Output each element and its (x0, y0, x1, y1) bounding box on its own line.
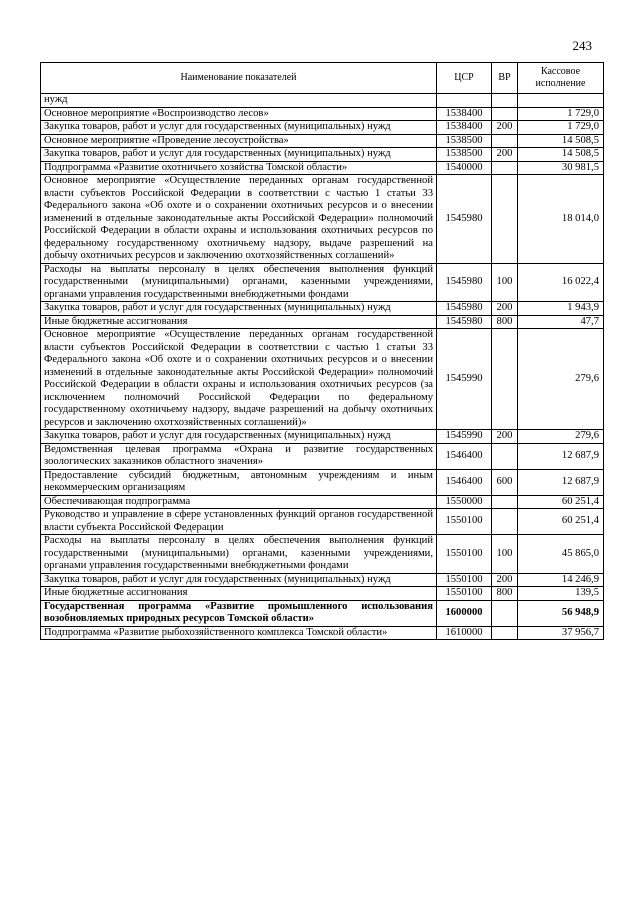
cell-csr: 1538500 (437, 148, 492, 162)
cell-csr: 1545990 (437, 430, 492, 444)
header-vr: ВР (492, 63, 518, 94)
cell-vr (492, 175, 518, 264)
header-sum: Кассовое исполнение (518, 63, 604, 94)
table-row (41, 329, 604, 430)
table-row (41, 469, 604, 495)
table-body (41, 94, 604, 640)
cell-vr: 600 (492, 469, 518, 495)
cell-sum: 1 943,9 (518, 302, 604, 316)
cell-sum: 45 865,0 (518, 535, 604, 574)
cell-sum: 14 246,9 (518, 573, 604, 587)
cell-name: Закупка товаров, работ и услуг для государственных (муниципальных) нужд (41, 430, 437, 444)
cell-name: Руководство и управление в сфере установленных функций органов государственной власти субъекта Российской Федерации (41, 509, 437, 535)
cell-sum: 47,7 (518, 315, 604, 329)
cell-csr (437, 94, 492, 108)
cell-csr: 1545990 (437, 329, 492, 430)
cell-name: Ведомственная целевая программа «Охрана и развитие государственных зоологических заказников областного значения» (41, 443, 437, 469)
cell-vr: 200 (492, 302, 518, 316)
cell-vr (492, 107, 518, 121)
cell-vr (492, 161, 518, 175)
cell-csr: 1550000 (437, 495, 492, 509)
cell-sum: 1 729,0 (518, 107, 604, 121)
table-row (41, 430, 604, 444)
cell-sum: 12 687,9 (518, 443, 604, 469)
table-row (41, 148, 604, 162)
cell-vr (492, 626, 518, 640)
cell-csr: 1538400 (437, 107, 492, 121)
table-row (41, 263, 604, 302)
table-row (41, 315, 604, 329)
cell-sum (518, 94, 604, 108)
cell-name: Иные бюджетные ассигнования (41, 315, 437, 329)
cell-name: Основное мероприятие «Проведение лесоустройства» (41, 134, 437, 148)
cell-vr: 100 (492, 263, 518, 302)
cell-csr: 1545980 (437, 263, 492, 302)
cell-vr: 800 (492, 587, 518, 601)
table-row (41, 175, 604, 264)
cell-vr (492, 134, 518, 148)
cell-vr: 200 (492, 573, 518, 587)
table-row (41, 107, 604, 121)
cell-vr (492, 600, 518, 626)
table-row (41, 161, 604, 175)
cell-sum: 56 948,9 (518, 600, 604, 626)
cell-csr: 1545980 (437, 302, 492, 316)
cell-name: Основное мероприятие «Осуществление переданных органам государственной власти субъектов Российской Федерации в соответствии с частью 1 статьи 33 Федерального закона «Об охоте и о сохранении охотничьих ресурсов и о внесении изменений в отдельные законодательные акты Российской Федерации» полномочий Российской Федерации в области охраны и использования охотничьих ресурсов (за исключением полномочий Российской Федерации по федеральному государственному охотничьему надзору, выдаче разрешений на добычу охотничьих ресурсов и заключению охотхозяйственных соглашений)» (41, 329, 437, 430)
cell-csr: 1538400 (437, 121, 492, 135)
table-row (41, 302, 604, 316)
cell-sum: 14 508,5 (518, 134, 604, 148)
table-row (41, 94, 604, 108)
cell-name: Закупка товаров, работ и услуг для государственных (муниципальных) нужд (41, 121, 437, 135)
cell-name: Основное мероприятие «Осуществление переданных органам государственной власти субъектов Российской Федерации в соответствии с частью 1 статьи 33 Федерального закона «Об охоте и о сохранении охотничьих ресурсов и о внесении изменений в отдельные законодательные акты Российской Федерации» полномочий Российской Федерации в области охраны и использования охотничьих ресурсов по федеральному государственному охотничьему надзору, выдаче разрешений на добычу охотничьих ресурсов и заключению охотхозяйственных соглашений» (41, 175, 437, 264)
table-row (41, 495, 604, 509)
cell-sum: 1 729,0 (518, 121, 604, 135)
table-row (41, 509, 604, 535)
table-row (41, 587, 604, 601)
cell-name: Расходы на выплаты персоналу в целях обеспечения выполнения функций государственными (муниципальными) органами, казенными учреждениями, органами управления государственными внебюджетными фондами (41, 535, 437, 574)
cell-csr: 1600000 (437, 600, 492, 626)
cell-sum: 279,6 (518, 329, 604, 430)
cell-name: Обеспечивающая подпрограмма (41, 495, 437, 509)
cell-csr: 1550100 (437, 587, 492, 601)
cell-sum: 18 014,0 (518, 175, 604, 264)
cell-name: Основное мероприятие «Воспроизводство лесов» (41, 107, 437, 121)
cell-vr (492, 94, 518, 108)
cell-name: Иные бюджетные ассигнования (41, 587, 437, 601)
cell-sum: 279,6 (518, 430, 604, 444)
cell-vr: 200 (492, 430, 518, 444)
page-number: 243 (572, 38, 592, 53)
cell-vr: 200 (492, 121, 518, 135)
cell-csr: 1550100 (437, 573, 492, 587)
cell-vr (492, 509, 518, 535)
table-row (41, 535, 604, 574)
cell-name: Закупка товаров, работ и услуг для государственных (муниципальных) нужд (41, 302, 437, 316)
cell-name: Подпрограмма «Развитие охотничьего хозяйства Томской области» (41, 161, 437, 175)
cell-vr (492, 443, 518, 469)
cell-sum: 60 251,4 (518, 509, 604, 535)
cell-vr: 200 (492, 148, 518, 162)
table-row (41, 443, 604, 469)
table-row (41, 121, 604, 135)
cell-csr: 1538500 (437, 134, 492, 148)
cell-csr: 1550100 (437, 535, 492, 574)
cell-sum: 16 022,4 (518, 263, 604, 302)
cell-vr (492, 329, 518, 430)
header-csr: ЦСР (437, 63, 492, 94)
cell-name: Закупка товаров, работ и услуг для государственных (муниципальных) нужд (41, 573, 437, 587)
header-name: Наименование показателей (41, 63, 437, 94)
cell-vr (492, 495, 518, 509)
cell-sum: 30 981,5 (518, 161, 604, 175)
cell-vr: 100 (492, 535, 518, 574)
cell-csr: 1545980 (437, 175, 492, 264)
table-row (41, 573, 604, 587)
cell-csr: 1545980 (437, 315, 492, 329)
cell-sum: 60 251,4 (518, 495, 604, 509)
cell-name: нужд (41, 94, 437, 108)
cell-vr: 800 (492, 315, 518, 329)
cell-sum: 139,5 (518, 587, 604, 601)
cell-name: Государственная программа «Развитие промышленного использования возобновляемых природных ресурсов Томской области» (41, 600, 437, 626)
cell-csr: 1540000 (437, 161, 492, 175)
cell-sum: 14 508,5 (518, 148, 604, 162)
cell-csr: 1550100 (437, 509, 492, 535)
cell-csr: 1546400 (437, 443, 492, 469)
cell-name: Закупка товаров, работ и услуг для государственных (муниципальных) нужд (41, 148, 437, 162)
table-header-row (41, 63, 604, 94)
cell-name: Подпрограмма «Развитие рыбохозяйственного комплекса Томской области» (41, 626, 437, 640)
cell-name: Расходы на выплаты персоналу в целях обеспечения выполнения функций государственными (муниципальными) органами, казенными учреждениями, органами управления государственными внебюджетными фондами (41, 263, 437, 302)
cell-name: Предоставление субсидий бюджетным, автономным учреждениям и иным некоммерческим организациям (41, 469, 437, 495)
table-row (41, 600, 604, 626)
table-row (41, 134, 604, 148)
budget-table (40, 62, 604, 640)
table-row (41, 626, 604, 640)
cell-csr: 1546400 (437, 469, 492, 495)
cell-sum: 37 956,7 (518, 626, 604, 640)
cell-csr: 1610000 (437, 626, 492, 640)
cell-sum: 12 687,9 (518, 469, 604, 495)
